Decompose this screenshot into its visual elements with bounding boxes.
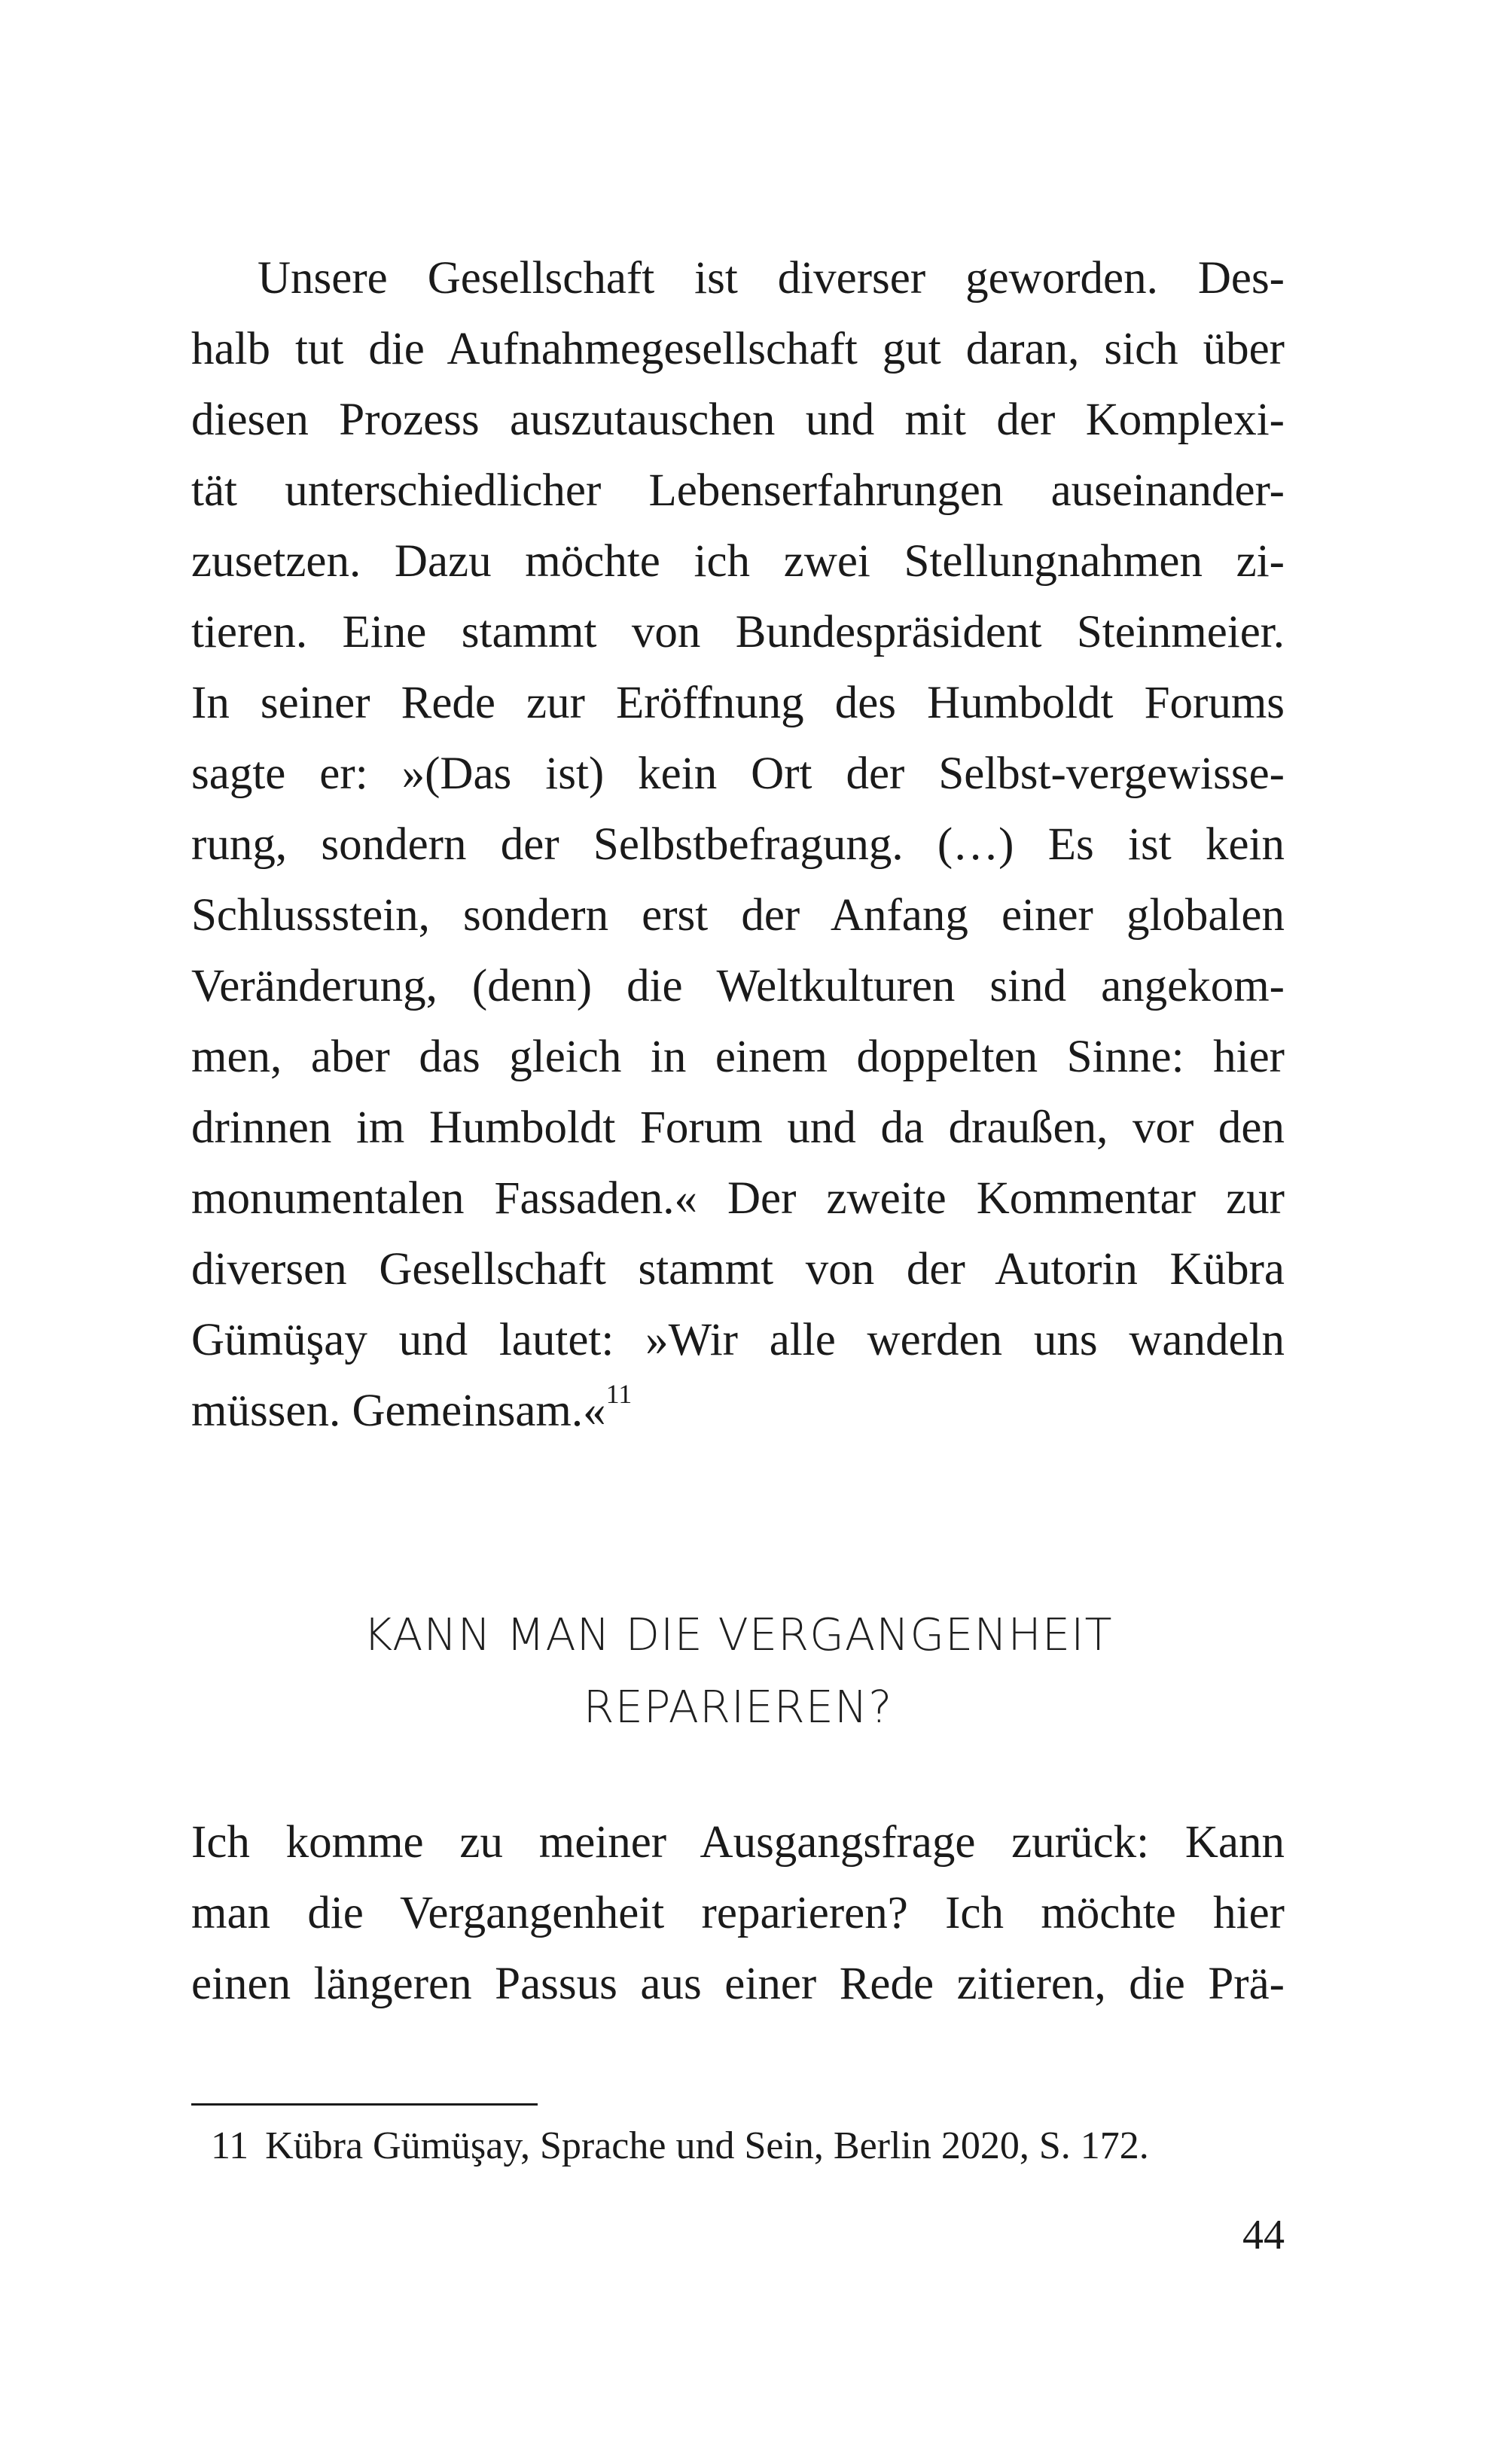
footnote-reference[interactable]: 11: [605, 1379, 633, 1409]
text-line: man die Vergangenheit reparieren? Ich möchte hier: [191, 1888, 1285, 1938]
footnote-number: 11: [211, 2124, 249, 2167]
text-line: monumentalen Fassaden.« Der zweite Kommentar zur: [191, 1173, 1285, 1224]
page-number: 44: [1242, 2212, 1285, 2258]
paragraph-diverse-society: [191, 243, 1285, 1447]
text-line: Veränderung, (denn) die Weltkulturen sind angekom-: [191, 961, 1285, 1011]
text-line: halb tut die Aufnahmegesellschaft gut daran, sich über: [191, 324, 1285, 374]
text-line: einen längeren Passus aus einer Rede zitieren, die Prä-: [191, 1959, 1285, 2009]
section-heading: [191, 1599, 1285, 1743]
text-line: drinnen im Humboldt Forum und da draußen, vor den: [191, 1102, 1285, 1153]
paragraph-repair-past: [191, 1807, 1285, 2020]
text-line: rung, sondern der Selbstbefragung. (…) Es ist kein: [191, 819, 1285, 870]
text-line: In seiner Rede zur Eröffnung des Humboldt Forums: [191, 678, 1285, 728]
text-line: tieren. Eine stammt von Bundespräsident Steinmeier.: [191, 607, 1285, 657]
section-heading-line-2: REPARIEREN?: [583, 1681, 893, 1733]
text-line: Unsere Gesellschaft ist diverser geworden. Des-: [258, 253, 1285, 303]
text-line-last: [191, 1376, 1285, 1447]
text-line-content: müssen. Gemeinsam.«: [191, 1386, 606, 1436]
section-heading-line-1: KANN MAN DIE VERGANGENHEIT: [363, 1609, 1113, 1660]
text-line: Gümüşay und lautet: »Wir alle werden uns wandeln: [191, 1315, 1285, 1365]
text-line: sagte er: »(Das ist) kein Ort der Selbst-vergewisse-: [191, 749, 1285, 799]
text-line: Ich komme zu meiner Ausgangsfrage zurück: Kann: [191, 1817, 1285, 1868]
footnote-text: Kübra Gümüşay, Sprache und Sein, Berlin 2020, S. 172.: [265, 2124, 1149, 2167]
book-page: [191, 0, 1285, 2464]
text-line: men, aber das gleich in einem doppelten Sinne: hier: [191, 1032, 1285, 1082]
footnote-divider: [191, 2103, 538, 2106]
text-line: zusetzen. Dazu möchte ich zwei Stellungnahmen zi-: [191, 536, 1285, 587]
footnote: [211, 2116, 1149, 2176]
text-line: diversen Gesellschaft stammt von der Autorin Kübra: [191, 1244, 1285, 1295]
text-line: tät unterschiedlicher Lebenserfahrungen auseinander-: [191, 465, 1285, 516]
text-line: Schlussstein, sondern erst der Anfang einer globalen: [191, 890, 1285, 941]
text-line: diesen Prozess auszutauschen und mit der Komplexi-: [191, 395, 1285, 445]
